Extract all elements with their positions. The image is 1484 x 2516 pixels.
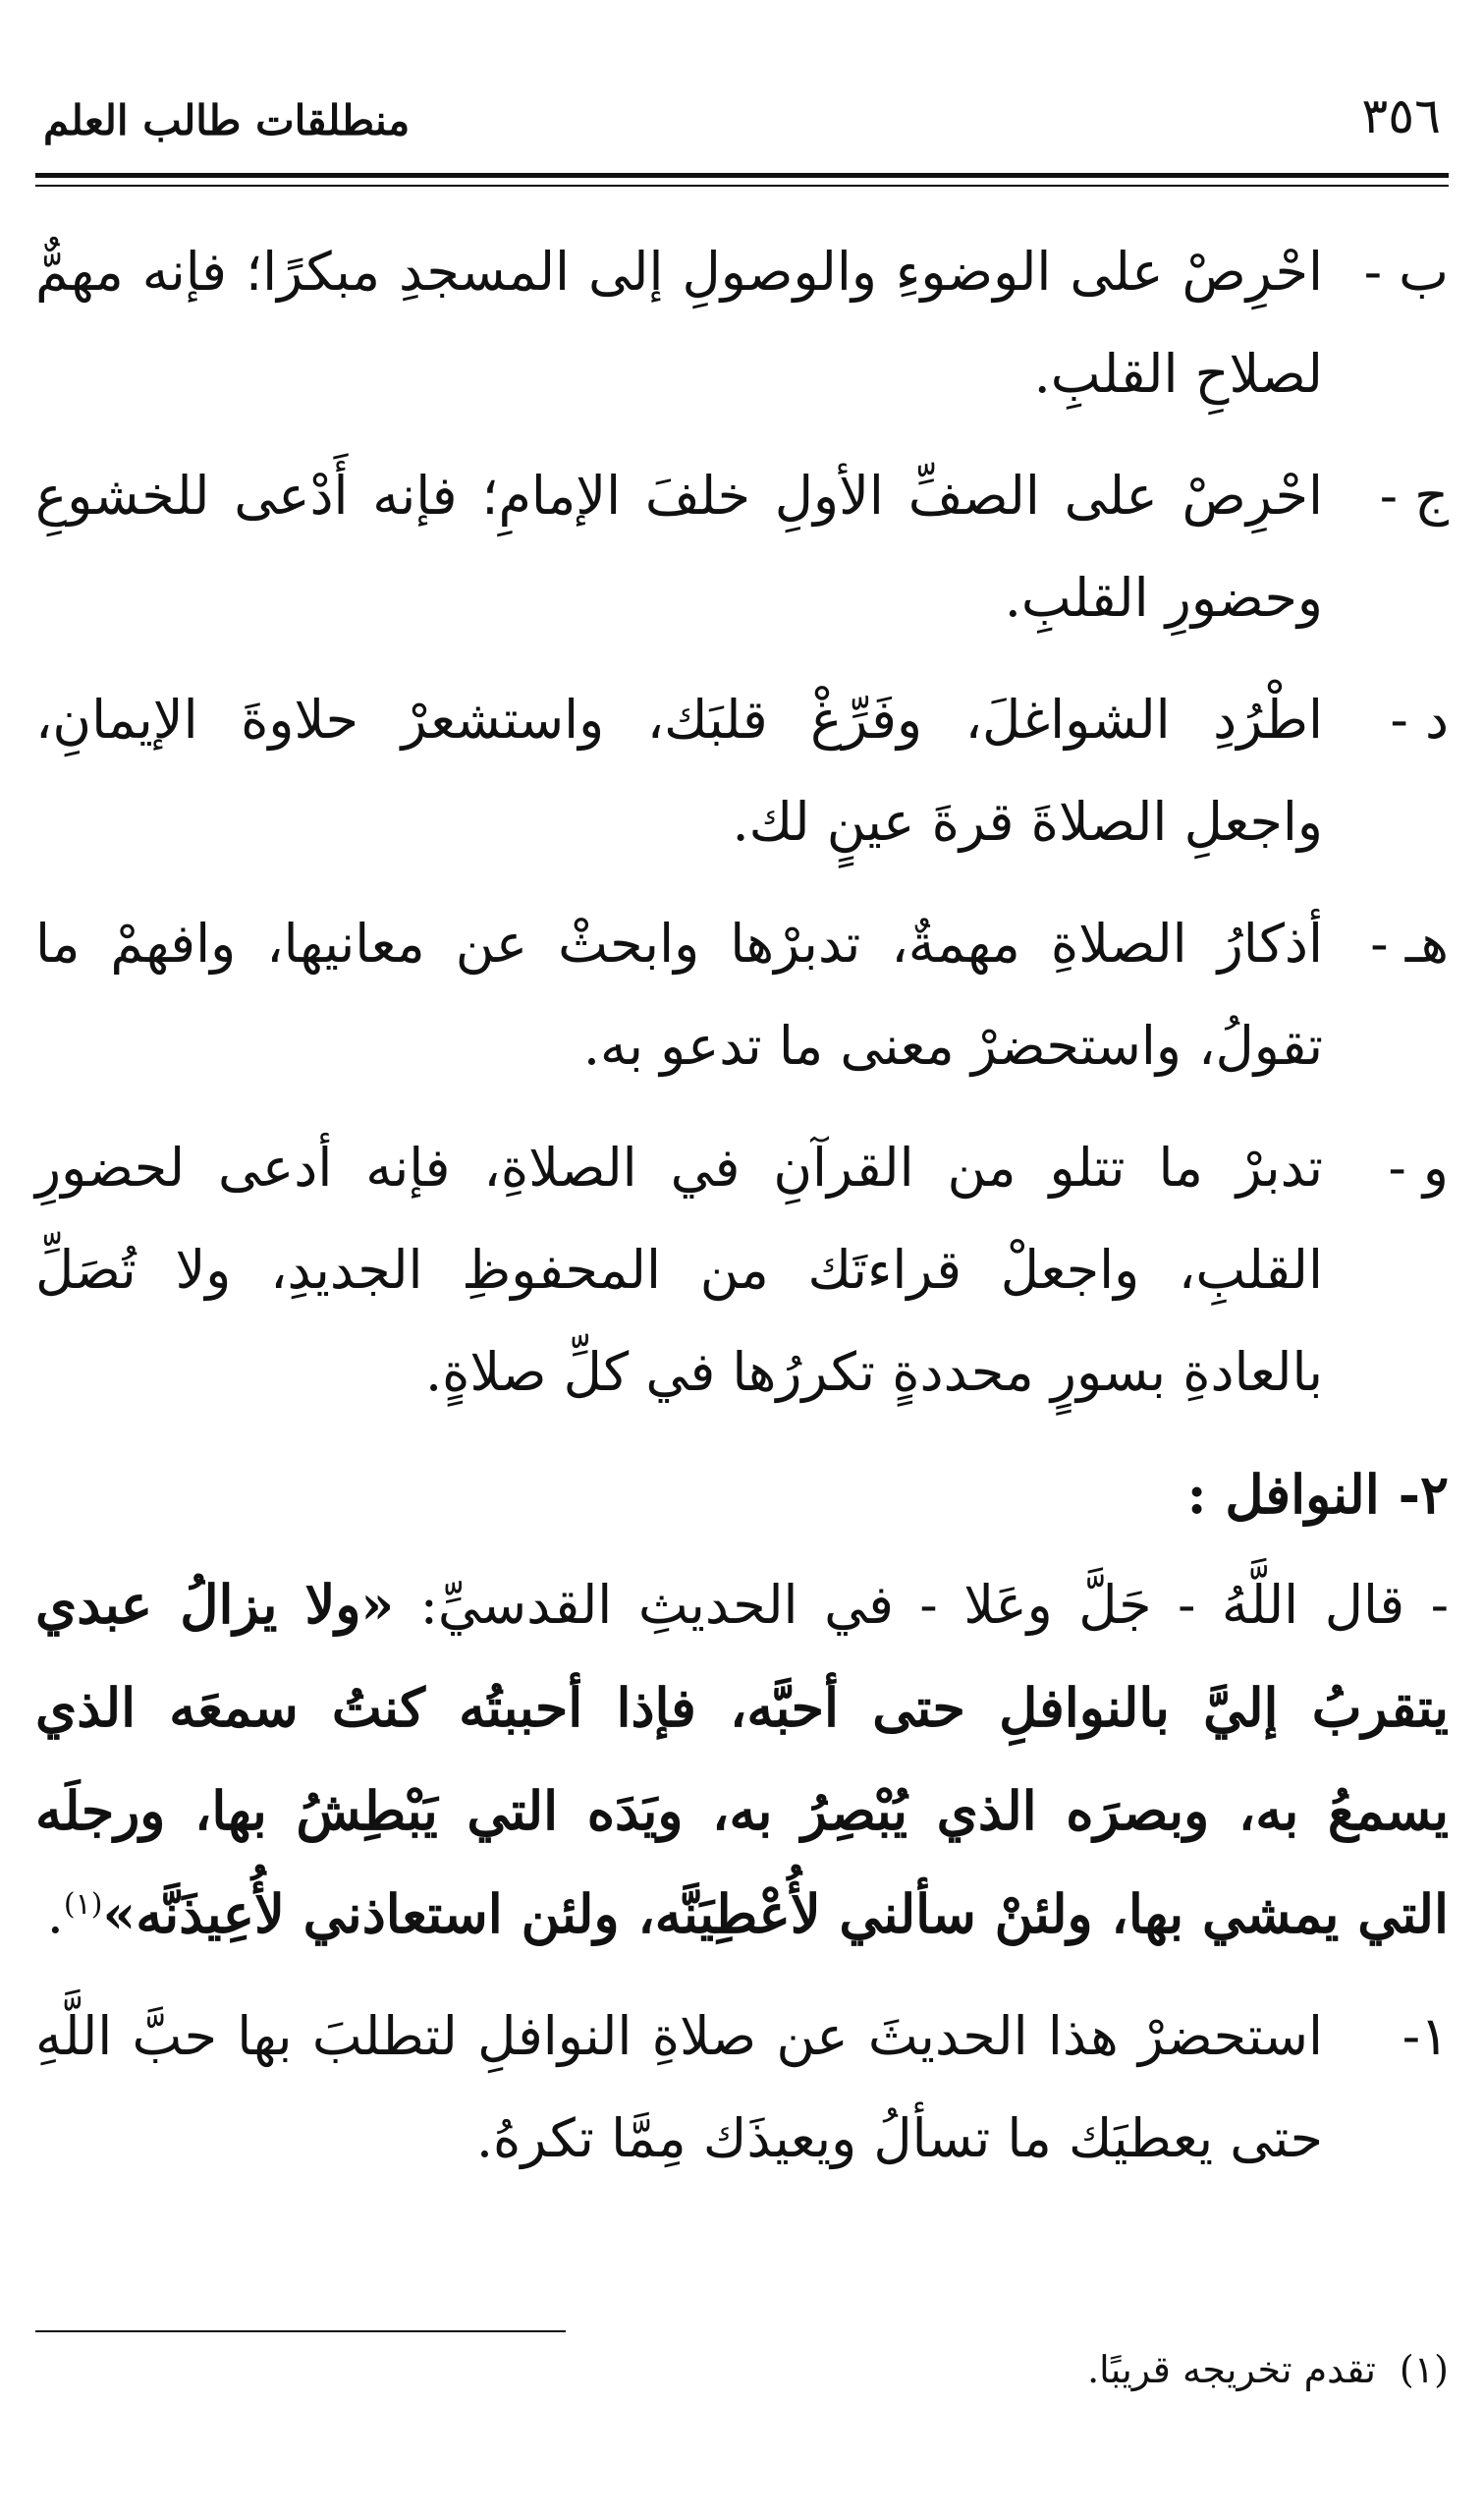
footnote-text: تقدم تخريجه قريبًا. <box>1087 2348 1376 2391</box>
hadith-paragraph <box>35 1553 1449 1966</box>
list-item <box>35 221 1449 425</box>
item-text: تدبرْ ما تتلو من القرآنِ في الصلاةِ، فإنه أدعى لحضورِ القلبِ، واجعلْ قراءتَك من المحفوظِ الجديدِ، ولا تُصَلِّ بالعادةِ بسورٍ محددةٍ تكررُها في كلِّ صلاةٍ. <box>35 1137 1323 1403</box>
header-rule-thick <box>35 173 1449 178</box>
page-header <box>35 86 1449 165</box>
hadith-intro: - قال اللَّهُ - جَلَّ وعَلا - في الحديثِ القدسيِّ: <box>394 1574 1449 1636</box>
list-item <box>35 893 1449 1097</box>
list-item <box>35 1985 1449 2190</box>
item-marker: ١- <box>1402 2005 1449 2067</box>
page-number: ٣٥٦ <box>1361 87 1441 144</box>
item-marker: هـ - <box>1370 913 1449 975</box>
list-item <box>35 669 1449 873</box>
section-heading: ٢- النوافل : <box>1186 1463 1449 1526</box>
item-text: احْرِصْ على الوضوءِ والوصولِ إلى المسجدِ مبكرًا؛ فإنه مهمٌّ لصلاحِ القلبِ. <box>35 241 1323 405</box>
item-text: احْرِصْ على الصفِّ الأولِ خلفَ الإمامِ؛ فإنه أَدْعى للخشوعِ وحضورِ القلبِ. <box>35 465 1323 629</box>
item-text: استحضرْ هذا الحديثَ عن صلاةِ النوافلِ لتطلبَ بها حبَّ اللَّهِ حتى يعطيَك ما تسألُ ويعيذَك مِمَّا تكرهُ. <box>35 2005 1323 2169</box>
item-marker: د - <box>1390 689 1449 751</box>
item-marker: و - <box>1388 1137 1449 1199</box>
item-marker: ج - <box>1379 465 1449 527</box>
hadith-quote: «ولا يزالُ عبدي يتقربُ إليَّ بالنوافلِ حتى أحبَّه، فإذا أحببتُه كنتُ سمعَه الذي يسمعُ به، وبصرَه الذي يُبْصِرُ به، ويَدَه التي يَبْطِشُ بها، ورجلَه التي يمشي بها، ولئنْ سألني لأُعْطِيَنَّه، ولئن استعاذني لأُعِيذَنَّه» <box>35 1573 1449 1945</box>
footnote-number: (١) <box>1399 2348 1449 2391</box>
footnote-reference: (١) <box>63 1887 103 1922</box>
item-text: أذكارُ الصلاةِ مهمةٌ، تدبرْها وابحثْ عن معانيها، وافهمْ ما تقولُ، واستحضرْ معنى ما تدعو به. <box>35 913 1323 1077</box>
hadith-end: . <box>46 1883 64 1945</box>
running-title: منطلقات طالب العلم <box>43 96 411 144</box>
footnote-rule <box>35 2330 566 2332</box>
list-item <box>35 1117 1449 1424</box>
item-marker: ب - <box>1363 241 1449 303</box>
list-item <box>35 445 1449 649</box>
page-body <box>35 221 1449 2190</box>
header-rule-thin <box>35 185 1449 187</box>
footnote <box>35 2340 1449 2399</box>
item-text: اطْرُدِ الشواغلَ، وفَرِّغْ قلبَك، واستشعرْ حلاوةَ الإيمانِ، واجعلِ الصلاةَ قرةَ عينٍ لك. <box>35 689 1323 853</box>
